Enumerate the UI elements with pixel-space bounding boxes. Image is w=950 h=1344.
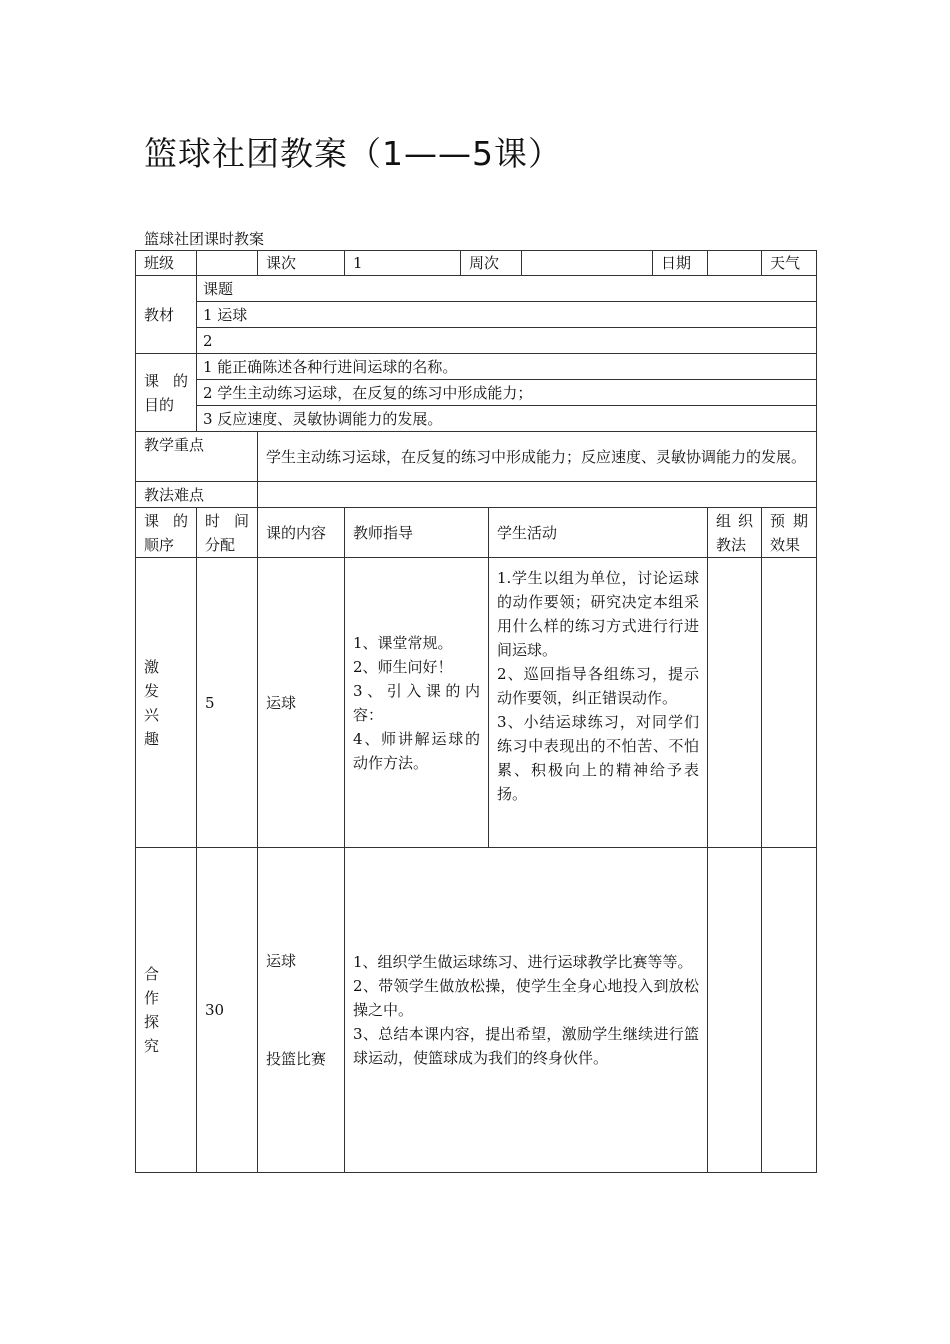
section2-content-2: 投篮比赛: [266, 1050, 327, 1068]
col-content: 课的内容: [258, 508, 345, 558]
section1-teacher: 1、课堂常规。 2、师生问好！ 3、引入课的内容： 4、师讲解运球的动作方法。: [345, 558, 489, 848]
difficulties-text: [258, 482, 817, 508]
section2-org: [708, 848, 762, 1173]
col-order-line1: 课 的: [144, 511, 188, 530]
material-item-1: 1 运球: [197, 302, 817, 328]
material-label: 教材: [136, 276, 197, 354]
objective-item-2: 2 学生主动练习运球，在反复的练习中形成能力；: [197, 380, 817, 406]
section2-content-1: 运球: [266, 952, 297, 970]
document-title: 篮球社团教案（1——5课）: [144, 134, 562, 173]
date-label: 日期: [653, 251, 708, 276]
col-time-line2: 分配: [205, 535, 236, 554]
section2-content: [258, 848, 345, 1173]
lesson-label: 课次: [258, 251, 345, 276]
col-org-line1: 组 织: [716, 511, 754, 530]
objective-item-3: 3 反应速度、灵敏协调能力的发展。: [197, 406, 817, 432]
table-caption: 篮球社团课时教案: [144, 230, 265, 248]
section2-activities: 1、组织学生做运球练习、进行运球教学比赛等等。 2、带领学生做放松操，使学生全身心地投入到放松操之中。 3、总结本课内容，提出希望，激励学生继续进行篮球运动，使篮球成为我们的终身伙伴。: [345, 848, 708, 1173]
objectives-label-line1: 课 的: [144, 371, 188, 390]
col-effect-line2: 效果: [770, 535, 801, 554]
key-points-text: 学生主动练习运球，在反复的练习中形成能力；反应速度、灵敏协调能力的发展。: [258, 432, 817, 482]
section1-content: 运球: [258, 558, 345, 848]
col-order: [136, 508, 197, 558]
column-header-row: [136, 508, 817, 558]
col-teacher: 教师指导: [345, 508, 489, 558]
col-student: 学生活动: [489, 508, 708, 558]
section1-org: [708, 558, 762, 848]
class-value: [197, 251, 258, 276]
weather-label: 天气: [762, 251, 817, 276]
material-topic-label: 课题: [197, 276, 817, 302]
lesson-value: 1: [345, 251, 461, 276]
objectives-label-line2: 目的: [144, 395, 175, 414]
col-order-line2: 顺序: [144, 535, 175, 554]
col-org: [708, 508, 762, 558]
material-item-2: 2: [197, 328, 817, 354]
section1-student: 1.学生以组为单位，讨论运球的动作要领；研究决定本组采用什么样的练习方式进行行进间运球。 2、巡回指导各组练习，提示动作要领，纠正错误动作。 3、小结运球练习，对同学们练习中表现出的不怕苦、不怕累、积极向上的精神给予表扬。: [489, 558, 708, 848]
section-row-1: [136, 558, 817, 848]
col-effect-line1: 预 期: [770, 511, 809, 530]
col-time: [197, 508, 258, 558]
key-points-label: 教学重点: [136, 432, 258, 482]
week-label: 周次: [461, 251, 522, 276]
section1-effect: [762, 558, 817, 848]
section-row-2: [136, 848, 817, 1173]
lesson-plan-table: [135, 250, 817, 1173]
section1-stage: 激 发 兴 趣: [136, 558, 197, 848]
objective-item-1: 1 能正确陈述各种行进间运球的名称。: [197, 354, 817, 380]
class-label: 班级: [136, 251, 197, 276]
section1-time: 5: [197, 558, 258, 848]
section2-time: 30: [197, 848, 258, 1173]
section2-stage: 合 作 探 究: [136, 848, 197, 1173]
header-row: [136, 251, 817, 276]
week-value: [522, 251, 653, 276]
col-time-line1: 时 间: [205, 511, 249, 530]
section2-effect: [762, 848, 817, 1173]
objectives-label: [136, 354, 197, 432]
col-org-line2: 教法: [716, 535, 747, 554]
date-value: [708, 251, 762, 276]
difficulties-label: 教法难点: [136, 482, 258, 508]
col-effect: [762, 508, 817, 558]
